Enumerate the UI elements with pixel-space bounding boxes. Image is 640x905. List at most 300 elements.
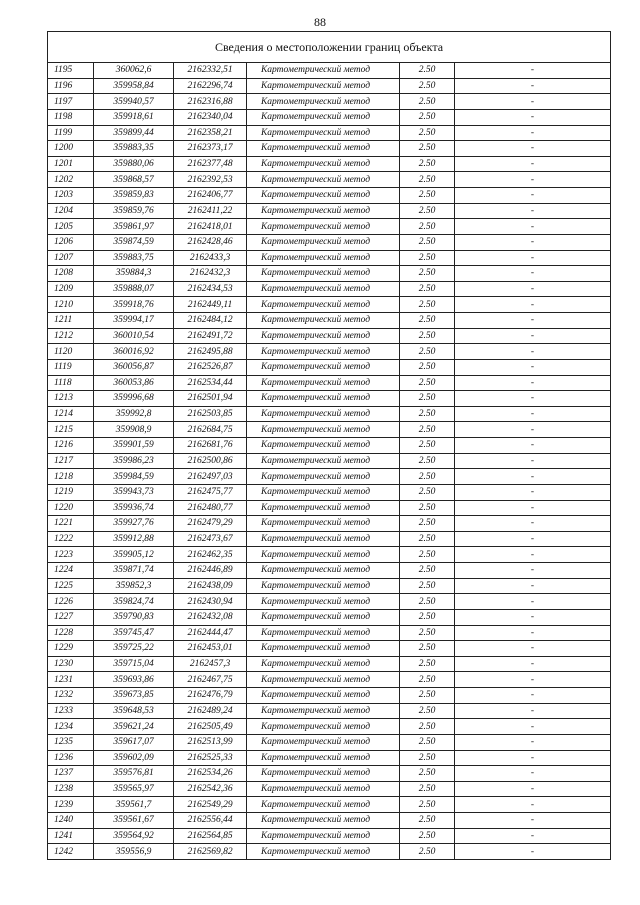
x-coordinate-cell: 359899,44	[94, 125, 174, 141]
table-row	[48, 703, 611, 719]
table-row	[48, 219, 611, 235]
point-number-cell: 1118	[48, 375, 94, 391]
accuracy-cell: 2.50	[400, 641, 455, 657]
description-cell: -	[455, 516, 611, 532]
x-coordinate-cell: 359880,06	[94, 156, 174, 172]
table-row	[48, 844, 611, 860]
method-cell: Картометрический метод	[247, 484, 400, 500]
y-coordinate-cell: 2162332,51	[174, 63, 247, 79]
description-cell: -	[455, 500, 611, 516]
accuracy-cell: 2.50	[400, 625, 455, 641]
point-number-cell: 1215	[48, 422, 94, 438]
x-coordinate-cell: 359927,76	[94, 516, 174, 532]
accuracy-cell: 2.50	[400, 94, 455, 110]
accuracy-cell: 2.50	[400, 750, 455, 766]
method-cell: Картометрический метод	[247, 500, 400, 516]
method-cell: Картометрический метод	[247, 578, 400, 594]
point-number-cell: 1210	[48, 297, 94, 313]
y-coordinate-cell: 2162564,85	[174, 828, 247, 844]
method-cell: Картометрический метод	[247, 219, 400, 235]
table-row	[48, 125, 611, 141]
point-number-cell: 1201	[48, 156, 94, 172]
point-number-cell: 1231	[48, 672, 94, 688]
method-cell: Картометрический метод	[247, 844, 400, 860]
accuracy-cell: 2.50	[400, 828, 455, 844]
accuracy-cell: 2.50	[400, 78, 455, 94]
method-cell: Картометрический метод	[247, 78, 400, 94]
description-cell: -	[455, 641, 611, 657]
y-coordinate-cell: 2162476,79	[174, 688, 247, 704]
x-coordinate-cell: 359561,7	[94, 797, 174, 813]
table-row	[48, 250, 611, 266]
x-coordinate-cell: 359905,12	[94, 547, 174, 563]
table-row	[48, 328, 611, 344]
method-cell: Картометрический метод	[247, 813, 400, 829]
description-cell: -	[455, 438, 611, 454]
x-coordinate-cell: 360010,54	[94, 328, 174, 344]
accuracy-cell: 2.50	[400, 703, 455, 719]
description-cell: -	[455, 219, 611, 235]
accuracy-cell: 2.50	[400, 297, 455, 313]
point-number-cell: 1238	[48, 781, 94, 797]
point-number-cell: 1241	[48, 828, 94, 844]
y-coordinate-cell: 2162497,03	[174, 469, 247, 485]
y-coordinate-cell: 2162316,88	[174, 94, 247, 110]
description-cell: -	[455, 234, 611, 250]
method-cell: Картометрический метод	[247, 281, 400, 297]
x-coordinate-cell: 359576,81	[94, 766, 174, 782]
y-coordinate-cell: 2162534,26	[174, 766, 247, 782]
x-coordinate-cell: 359888,07	[94, 281, 174, 297]
x-coordinate-cell: 360016,92	[94, 344, 174, 360]
accuracy-cell: 2.50	[400, 328, 455, 344]
accuracy-cell: 2.50	[400, 438, 455, 454]
y-coordinate-cell: 2162479,29	[174, 516, 247, 532]
method-cell: Картометрический метод	[247, 297, 400, 313]
description-cell: -	[455, 266, 611, 282]
point-number-cell: 1224	[48, 563, 94, 579]
x-coordinate-cell: 359564,92	[94, 828, 174, 844]
table-row	[48, 813, 611, 829]
point-number-cell: 1222	[48, 531, 94, 547]
table-row	[48, 750, 611, 766]
description-cell: -	[455, 750, 611, 766]
y-coordinate-cell: 2162681,76	[174, 438, 247, 454]
x-coordinate-cell: 360053,86	[94, 375, 174, 391]
method-cell: Картометрический метод	[247, 656, 400, 672]
method-cell: Картометрический метод	[247, 453, 400, 469]
y-coordinate-cell: 2162411,22	[174, 203, 247, 219]
method-cell: Картометрический метод	[247, 719, 400, 735]
table-row	[48, 188, 611, 204]
description-cell: -	[455, 703, 611, 719]
x-coordinate-cell: 359940,57	[94, 94, 174, 110]
table-row	[48, 688, 611, 704]
method-cell: Картометрический метод	[247, 641, 400, 657]
table-row	[48, 516, 611, 532]
y-coordinate-cell: 2162484,12	[174, 313, 247, 329]
accuracy-cell: 2.50	[400, 234, 455, 250]
table-caption: Сведения о местоположении границ объекта	[48, 32, 611, 63]
table-row	[48, 625, 611, 641]
table-row	[48, 797, 611, 813]
boundary-table-sheet	[47, 31, 610, 860]
point-number-cell: 1218	[48, 469, 94, 485]
table-row	[48, 734, 611, 750]
accuracy-cell: 2.50	[400, 672, 455, 688]
method-cell: Картометрический метод	[247, 250, 400, 266]
y-coordinate-cell: 2162684,75	[174, 422, 247, 438]
description-cell: -	[455, 297, 611, 313]
description-cell: -	[455, 203, 611, 219]
method-cell: Картометрический метод	[247, 734, 400, 750]
table-row	[48, 469, 611, 485]
boundary-coordinates-table	[47, 31, 611, 860]
y-coordinate-cell: 2162489,24	[174, 703, 247, 719]
y-coordinate-cell: 2162428,46	[174, 234, 247, 250]
description-cell: -	[455, 63, 611, 79]
accuracy-cell: 2.50	[400, 813, 455, 829]
method-cell: Картометрический метод	[247, 172, 400, 188]
point-number-cell: 1237	[48, 766, 94, 782]
accuracy-cell: 2.50	[400, 734, 455, 750]
table-row	[48, 672, 611, 688]
y-coordinate-cell: 2162467,75	[174, 672, 247, 688]
y-coordinate-cell: 2162462,35	[174, 547, 247, 563]
x-coordinate-cell: 359908,9	[94, 422, 174, 438]
y-coordinate-cell: 2162525,33	[174, 750, 247, 766]
x-coordinate-cell: 359996,68	[94, 391, 174, 407]
description-cell: -	[455, 563, 611, 579]
point-number-cell: 1209	[48, 281, 94, 297]
x-coordinate-cell: 359861,97	[94, 219, 174, 235]
x-coordinate-cell: 359561,67	[94, 813, 174, 829]
description-cell: -	[455, 594, 611, 610]
description-cell: -	[455, 328, 611, 344]
accuracy-cell: 2.50	[400, 203, 455, 219]
point-number-cell: 1205	[48, 219, 94, 235]
accuracy-cell: 2.50	[400, 219, 455, 235]
y-coordinate-cell: 2162503,85	[174, 406, 247, 422]
x-coordinate-cell: 359648,53	[94, 703, 174, 719]
method-cell: Картометрический метод	[247, 516, 400, 532]
accuracy-cell: 2.50	[400, 781, 455, 797]
method-cell: Картометрический метод	[247, 328, 400, 344]
table-row	[48, 375, 611, 391]
point-number-cell: 1212	[48, 328, 94, 344]
y-coordinate-cell: 2162449,11	[174, 297, 247, 313]
y-coordinate-cell: 2162296,74	[174, 78, 247, 94]
accuracy-cell: 2.50	[400, 63, 455, 79]
table-row	[48, 109, 611, 125]
description-cell: -	[455, 78, 611, 94]
table-row	[48, 453, 611, 469]
point-number-cell: 1198	[48, 109, 94, 125]
description-cell: -	[455, 672, 611, 688]
point-number-cell: 1234	[48, 719, 94, 735]
accuracy-cell: 2.50	[400, 344, 455, 360]
x-coordinate-cell: 359901,59	[94, 438, 174, 454]
method-cell: Картометрический метод	[247, 203, 400, 219]
point-number-cell: 1217	[48, 453, 94, 469]
accuracy-cell: 2.50	[400, 266, 455, 282]
table-row	[48, 281, 611, 297]
accuracy-cell: 2.50	[400, 578, 455, 594]
description-cell: -	[455, 828, 611, 844]
description-cell: -	[455, 547, 611, 563]
table-row	[48, 63, 611, 79]
x-coordinate-cell: 360062,6	[94, 63, 174, 79]
x-coordinate-cell: 359958,84	[94, 78, 174, 94]
x-coordinate-cell: 359673,85	[94, 688, 174, 704]
point-number-cell: 1207	[48, 250, 94, 266]
x-coordinate-cell: 359994,17	[94, 313, 174, 329]
point-number-cell: 1235	[48, 734, 94, 750]
method-cell: Картометрический метод	[247, 438, 400, 454]
description-cell: -	[455, 94, 611, 110]
accuracy-cell: 2.50	[400, 547, 455, 563]
description-cell: -	[455, 359, 611, 375]
x-coordinate-cell: 359617,07	[94, 734, 174, 750]
y-coordinate-cell: 2162473,67	[174, 531, 247, 547]
point-number-cell: 1240	[48, 813, 94, 829]
table-row	[48, 766, 611, 782]
y-coordinate-cell: 2162480,77	[174, 500, 247, 516]
point-number-cell: 1227	[48, 609, 94, 625]
point-number-cell: 1221	[48, 516, 94, 532]
y-coordinate-cell: 2162549,29	[174, 797, 247, 813]
table-row	[48, 781, 611, 797]
table-row	[48, 641, 611, 657]
table-row	[48, 266, 611, 282]
accuracy-cell: 2.50	[400, 469, 455, 485]
description-cell: -	[455, 141, 611, 157]
table-caption-row	[48, 32, 611, 63]
y-coordinate-cell: 2162501,94	[174, 391, 247, 407]
x-coordinate-cell: 359943,73	[94, 484, 174, 500]
description-cell: -	[455, 281, 611, 297]
accuracy-cell: 2.50	[400, 656, 455, 672]
description-cell: -	[455, 375, 611, 391]
method-cell: Картометрический метод	[247, 469, 400, 485]
x-coordinate-cell: 359884,3	[94, 266, 174, 282]
table-row	[48, 359, 611, 375]
point-number-cell: 1233	[48, 703, 94, 719]
y-coordinate-cell: 2162495,88	[174, 344, 247, 360]
description-cell: -	[455, 109, 611, 125]
accuracy-cell: 2.50	[400, 156, 455, 172]
table-row	[48, 531, 611, 547]
y-coordinate-cell: 2162433,3	[174, 250, 247, 266]
description-cell: -	[455, 313, 611, 329]
accuracy-cell: 2.50	[400, 719, 455, 735]
table-row	[48, 172, 611, 188]
y-coordinate-cell: 2162392,53	[174, 172, 247, 188]
table-row	[48, 344, 611, 360]
x-coordinate-cell: 359602,09	[94, 750, 174, 766]
accuracy-cell: 2.50	[400, 109, 455, 125]
point-number-cell: 1199	[48, 125, 94, 141]
y-coordinate-cell: 2162542,36	[174, 781, 247, 797]
accuracy-cell: 2.50	[400, 125, 455, 141]
method-cell: Картометрический метод	[247, 234, 400, 250]
accuracy-cell: 2.50	[400, 688, 455, 704]
table-row	[48, 500, 611, 516]
point-number-cell: 1225	[48, 578, 94, 594]
y-coordinate-cell: 2162373,17	[174, 141, 247, 157]
method-cell: Картометрический метод	[247, 391, 400, 407]
table-row	[48, 438, 611, 454]
description-cell: -	[455, 469, 611, 485]
table-row	[48, 297, 611, 313]
description-cell: -	[455, 344, 611, 360]
method-cell: Картометрический метод	[247, 797, 400, 813]
accuracy-cell: 2.50	[400, 453, 455, 469]
method-cell: Картометрический метод	[247, 563, 400, 579]
table-row	[48, 719, 611, 735]
table-row	[48, 484, 611, 500]
accuracy-cell: 2.50	[400, 375, 455, 391]
y-coordinate-cell: 2162457,3	[174, 656, 247, 672]
x-coordinate-cell: 359859,83	[94, 188, 174, 204]
description-cell: -	[455, 391, 611, 407]
x-coordinate-cell: 359936,74	[94, 500, 174, 516]
description-cell: -	[455, 484, 611, 500]
table-row	[48, 547, 611, 563]
method-cell: Картометрический метод	[247, 266, 400, 282]
table-row	[48, 406, 611, 422]
point-number-cell: 1226	[48, 594, 94, 610]
table-row	[48, 422, 611, 438]
accuracy-cell: 2.50	[400, 172, 455, 188]
table-row	[48, 141, 611, 157]
method-cell: Картометрический метод	[247, 781, 400, 797]
point-number-cell: 1242	[48, 844, 94, 860]
accuracy-cell: 2.50	[400, 188, 455, 204]
method-cell: Картометрический метод	[247, 703, 400, 719]
accuracy-cell: 2.50	[400, 766, 455, 782]
y-coordinate-cell: 2162444,47	[174, 625, 247, 641]
point-number-cell: 1219	[48, 484, 94, 500]
x-coordinate-cell: 359715,04	[94, 656, 174, 672]
y-coordinate-cell: 2162534,44	[174, 375, 247, 391]
description-cell: -	[455, 688, 611, 704]
table-row	[48, 156, 611, 172]
x-coordinate-cell: 360056,87	[94, 359, 174, 375]
x-coordinate-cell: 359918,76	[94, 297, 174, 313]
method-cell: Картометрический метод	[247, 313, 400, 329]
y-coordinate-cell: 2162406,77	[174, 188, 247, 204]
description-cell: -	[455, 172, 611, 188]
method-cell: Картометрический метод	[247, 547, 400, 563]
x-coordinate-cell: 359918,61	[94, 109, 174, 125]
x-coordinate-cell: 359859,76	[94, 203, 174, 219]
description-cell: -	[455, 719, 611, 735]
description-cell: -	[455, 625, 611, 641]
description-cell: -	[455, 656, 611, 672]
method-cell: Картометрический метод	[247, 828, 400, 844]
y-coordinate-cell: 2162434,53	[174, 281, 247, 297]
y-coordinate-cell: 2162340,04	[174, 109, 247, 125]
accuracy-cell: 2.50	[400, 422, 455, 438]
method-cell: Картометрический метод	[247, 63, 400, 79]
point-number-cell: 1229	[48, 641, 94, 657]
y-coordinate-cell: 2162556,44	[174, 813, 247, 829]
description-cell: -	[455, 188, 611, 204]
point-number-cell: 1196	[48, 78, 94, 94]
point-number-cell: 1119	[48, 359, 94, 375]
y-coordinate-cell: 2162526,87	[174, 359, 247, 375]
x-coordinate-cell: 359986,23	[94, 453, 174, 469]
accuracy-cell: 2.50	[400, 516, 455, 532]
x-coordinate-cell: 359992,8	[94, 406, 174, 422]
method-cell: Картометрический метод	[247, 125, 400, 141]
method-cell: Картометрический метод	[247, 609, 400, 625]
description-cell: -	[455, 734, 611, 750]
x-coordinate-cell: 359984,59	[94, 469, 174, 485]
point-number-cell: 1204	[48, 203, 94, 219]
y-coordinate-cell: 2162432,08	[174, 609, 247, 625]
point-number-cell: 1120	[48, 344, 94, 360]
y-coordinate-cell: 2162446,89	[174, 563, 247, 579]
table-row	[48, 234, 611, 250]
y-coordinate-cell: 2162432,3	[174, 266, 247, 282]
y-coordinate-cell: 2162491,72	[174, 328, 247, 344]
point-number-cell: 1228	[48, 625, 94, 641]
x-coordinate-cell: 359874,59	[94, 234, 174, 250]
y-coordinate-cell: 2162569,82	[174, 844, 247, 860]
x-coordinate-cell: 359725,22	[94, 641, 174, 657]
y-coordinate-cell: 2162377,48	[174, 156, 247, 172]
point-number-cell: 1208	[48, 266, 94, 282]
accuracy-cell: 2.50	[400, 594, 455, 610]
description-cell: -	[455, 422, 611, 438]
description-cell: -	[455, 609, 611, 625]
point-number-cell: 1223	[48, 547, 94, 563]
table-row	[48, 563, 611, 579]
method-cell: Картометрический метод	[247, 625, 400, 641]
x-coordinate-cell: 359868,57	[94, 172, 174, 188]
point-number-cell: 1239	[48, 797, 94, 813]
x-coordinate-cell: 359852,3	[94, 578, 174, 594]
point-number-cell: 1236	[48, 750, 94, 766]
x-coordinate-cell: 359790,83	[94, 609, 174, 625]
x-coordinate-cell: 359565,97	[94, 781, 174, 797]
description-cell: -	[455, 781, 611, 797]
x-coordinate-cell: 359871,74	[94, 563, 174, 579]
accuracy-cell: 2.50	[400, 797, 455, 813]
point-number-cell: 1216	[48, 438, 94, 454]
y-coordinate-cell: 2162438,09	[174, 578, 247, 594]
accuracy-cell: 2.50	[400, 250, 455, 266]
table-row	[48, 828, 611, 844]
x-coordinate-cell: 359745,47	[94, 625, 174, 641]
description-cell: -	[455, 406, 611, 422]
y-coordinate-cell: 2162430,94	[174, 594, 247, 610]
accuracy-cell: 2.50	[400, 391, 455, 407]
accuracy-cell: 2.50	[400, 484, 455, 500]
table-row	[48, 391, 611, 407]
description-cell: -	[455, 531, 611, 547]
point-number-cell: 1200	[48, 141, 94, 157]
method-cell: Картометрический метод	[247, 750, 400, 766]
y-coordinate-cell: 2162500,86	[174, 453, 247, 469]
description-cell: -	[455, 250, 611, 266]
description-cell: -	[455, 453, 611, 469]
x-coordinate-cell: 359556,9	[94, 844, 174, 860]
point-number-cell: 1206	[48, 234, 94, 250]
page-number: 88	[314, 15, 326, 29]
